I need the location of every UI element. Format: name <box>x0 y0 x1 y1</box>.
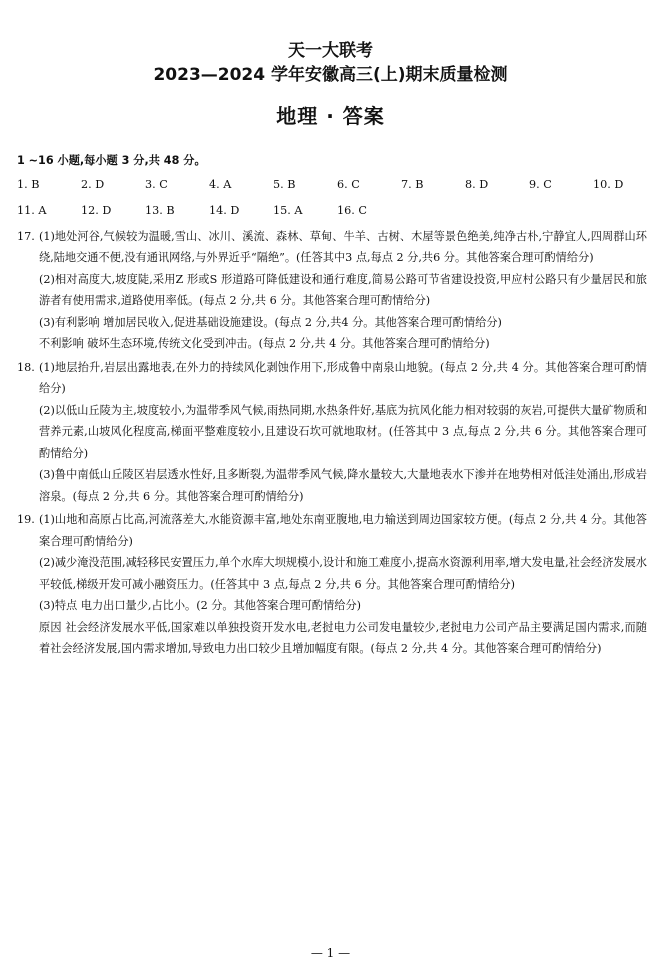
mc-answer-row-2 <box>17 198 647 224</box>
answer-body <box>17 150 647 660</box>
question-17 <box>17 226 647 355</box>
mc-answer: 1. B <box>17 177 40 191</box>
mc-answer: 6. C <box>337 177 360 191</box>
mc-answer: 13. B <box>145 203 175 217</box>
organizer-title: 天一大联考 <box>288 41 373 61</box>
answer-paragraph: (2)减少淹没范围,减轻移民安置压力,单个水库大坝规模小,设计和施工难度小,提高水资源利用率,增大发电量,社会经济发展水平较低,梯级开发可减小融资压力。(任答其中 3 点,每点 2 分,共 6 分。其他答案合理可酌情给分) <box>39 556 647 591</box>
answer-paragraph: (1)地层抬升,岩层出露地表,在外力的持续风化剥蚀作用下,形成鲁中南泉山地貌。(每点 2 分,共 4 分。其他答案合理可酌情给分) <box>39 360 647 395</box>
mc-answer: 4. A <box>209 177 232 191</box>
mc-answer: 3. C <box>145 177 168 191</box>
mc-answer-row-1 <box>17 172 647 198</box>
mc-answer: 2. D <box>81 177 105 191</box>
mc-answer: 9. C <box>529 177 552 191</box>
question-number: 17. <box>17 229 35 243</box>
mc-answer: 12. D <box>81 203 112 217</box>
exam-title: 2023—2024 学年安徽高三(上)期末质量检测 <box>153 65 508 85</box>
subject-title: 地理 · 答案 <box>276 104 385 128</box>
answer-paragraph: 原因 社会经济发展水平低,国家难以单独投资开发水电,老挝电力公司发电量较少,老挝电力公司产品主要满足国内需求,而随着社会经济发展,国内需求增加,导致电力出口较少且增加幅度有限。(每点 2 分,共 4 分。其他答案合理可酌情给分) <box>39 620 647 655</box>
mc-answer: 14. D <box>209 203 240 217</box>
question-19 <box>17 509 647 660</box>
answer-paragraph: (3)鲁中南低山丘陵区岩层透水性好,且多断裂,为温带季风气候,降水量较大,大量地表水下渗并在地势相对低洼处涌出,形成岩溶泉。(每点 2 分,共 6 分。其他答案合理可酌情给分) <box>39 468 647 503</box>
mc-answer: 16. C <box>337 203 367 217</box>
answer-paragraph: (1)山地和高原占比高,河流落差大,水能资源丰富,地处东南亚腹地,电力输送到周边国家较方便。(每点 2 分,共 4 分。其他答案合理可酌情给分) <box>39 513 647 548</box>
answer-paragraph: (3)有利影响 增加居民收入,促进基础设施建设。(每点 2 分,共4 分。其他答案合理可酌情给分) <box>39 315 502 329</box>
answer-paragraph: (3)特点 电力出口量少,占比小。(2 分。其他答案合理可酌情给分) <box>39 599 362 612</box>
question-number: 19. <box>17 513 35 526</box>
mc-answer: 15. A <box>273 203 303 217</box>
mc-answer: 10. D <box>593 177 624 191</box>
question-18 <box>17 357 647 508</box>
question-number: 18. <box>17 360 35 374</box>
mc-answer: 7. B <box>401 177 424 191</box>
answer-paragraph: (1)地处河谷,气候较为温暖,雪山、冰川、溪流、森林、草甸、牛羊、古树、木屋等景色绝美,纯净古朴,宁静宜人,四周群山环绕,陆地交通不便,没有通讯网络,与外界近乎“隔绝”。(任答其中3 点,每点 2 分,共6 分。其他答案合理可酌情给分) <box>39 229 647 264</box>
mc-answer: 5. B <box>273 177 296 191</box>
mc-answer: 11. A <box>17 203 47 217</box>
page-number: — 1 — <box>310 946 351 960</box>
mc-intro: 1 ~16 小题,每小题 3 分,共 48 分。 <box>17 154 206 167</box>
answer-paragraph: (2)相对高度大,坡度陡,采用Z 形或S 形道路可降低建设和通行难度,简易公路可节省建设投资,甲应村公路只有少量居民和旅游者有使用需求,道路使用率低。(每点 2 分,共 6 分。其他答案合理可酌情给分) <box>39 272 647 307</box>
answer-paragraph: 不利影响 破坏生态环境,传统文化受到冲击。(每点 2 分,共 4 分。其他答案合理可酌情给分) <box>39 337 490 350</box>
answer-paragraph: (2)以低山丘陵为主,坡度较小,为温带季风气候,雨热同期,水热条件好,基底为抗风化能力相对较弱的灰岩,可提供大量矿物质和营养元素,山坡风化程度高,梯面平整难度较小,且建设石坎可就地取材。(任答其中 3 点,每点 2 分,共 6 分。其他答案合理可酌情给分) <box>39 403 647 460</box>
mc-answer: 8. D <box>465 177 489 191</box>
